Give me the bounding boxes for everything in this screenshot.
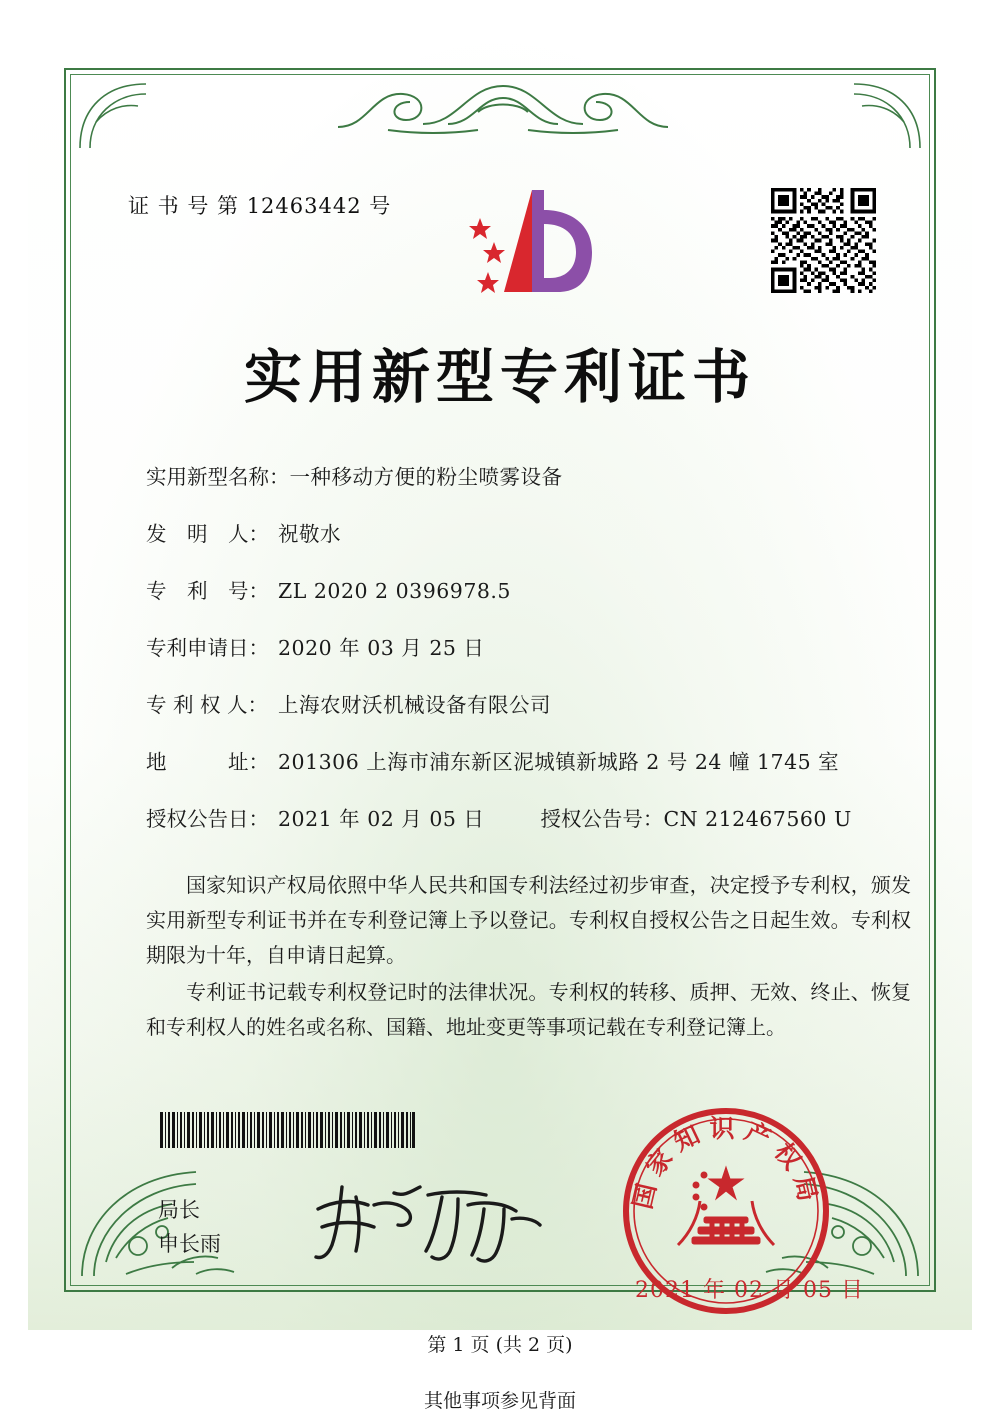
field-row-utility-model-name [146, 460, 906, 490]
field-label: 专 利 权 人： [146, 693, 269, 717]
director-name: 申长雨 [158, 1232, 221, 1256]
patent-certificate [28, 30, 972, 1330]
handwritten-signature-icon [308, 1175, 548, 1265]
field-row-patent-number [146, 574, 906, 604]
publication-number-value: CN 212467560 U [663, 807, 852, 831]
field-label: 专利申请日： [146, 636, 269, 660]
field-value: 一种移动方便的粉尘喷雾设备 [289, 465, 563, 489]
field-label: 发 明 人： [146, 522, 269, 546]
field-value: 2020 年 03 月 25 日 [278, 636, 485, 660]
page-number: 第 1 页 (共 2 页) [427, 1334, 573, 1356]
footer-note: 其他事项参见背面 [423, 1390, 576, 1412]
field-value: 祝敬水 [278, 522, 341, 546]
field-label: 地 址： [146, 750, 269, 774]
qr-code-icon [771, 188, 876, 293]
body-paragraph-2: 专利证书记载专利权登记时的法律状况。专利权的转移、质押、无效、终止、恢复和专利权人的姓名或名称、国籍、地址变更等事项记载在专利登记簿上。 [146, 980, 911, 1039]
barcode-icon [160, 1112, 415, 1148]
director-title: 局长 [158, 1198, 200, 1222]
certificate-number: 证 书 号 第 12463442 号 [128, 194, 392, 218]
field-value: 上海农财沃机械设备有限公司 [278, 693, 551, 717]
field-list [146, 460, 906, 859]
field-row-address [146, 745, 906, 775]
field-label: 专 利 号： [146, 579, 269, 603]
field-label: 实用新型名称： [146, 465, 290, 489]
field-value: 201306 上海市浦东新区泥城镇新城路 2 号 24 幢 1745 室 [278, 750, 840, 774]
field-row-patentee [146, 688, 906, 718]
publication-number-label: 授权公告号： [540, 807, 664, 831]
field-row-publication [146, 802, 906, 832]
body-text [146, 868, 911, 1047]
publication-date-value: 2021 年 02 月 05 日 [278, 807, 485, 831]
seal-date: 2021 年 02 月 05 日 [635, 1278, 864, 1303]
publication-date-label: 授权公告日： [146, 807, 269, 831]
svg-text:国家知识产权局: 国家知识产权局 [627, 1114, 825, 1212]
body-paragraph-1: 国家知识产权局依照中华人民共和国专利法经过初步审查，决定授予专利权，颁发实用新型专利证书并在专利登记簿上予以登记。专利权自授权公告之日起生效。专利权期限为十年，自申请日起算。 [146, 873, 911, 967]
signature-block [158, 1193, 221, 1261]
page-title: 实用新型专利证书 [243, 343, 756, 411]
field-value: ZL 2020 2 0396978.5 [278, 579, 511, 603]
cnipa-logo-icon [458, 180, 598, 305]
field-row-inventor [146, 517, 906, 547]
field-row-application-date [146, 631, 906, 661]
